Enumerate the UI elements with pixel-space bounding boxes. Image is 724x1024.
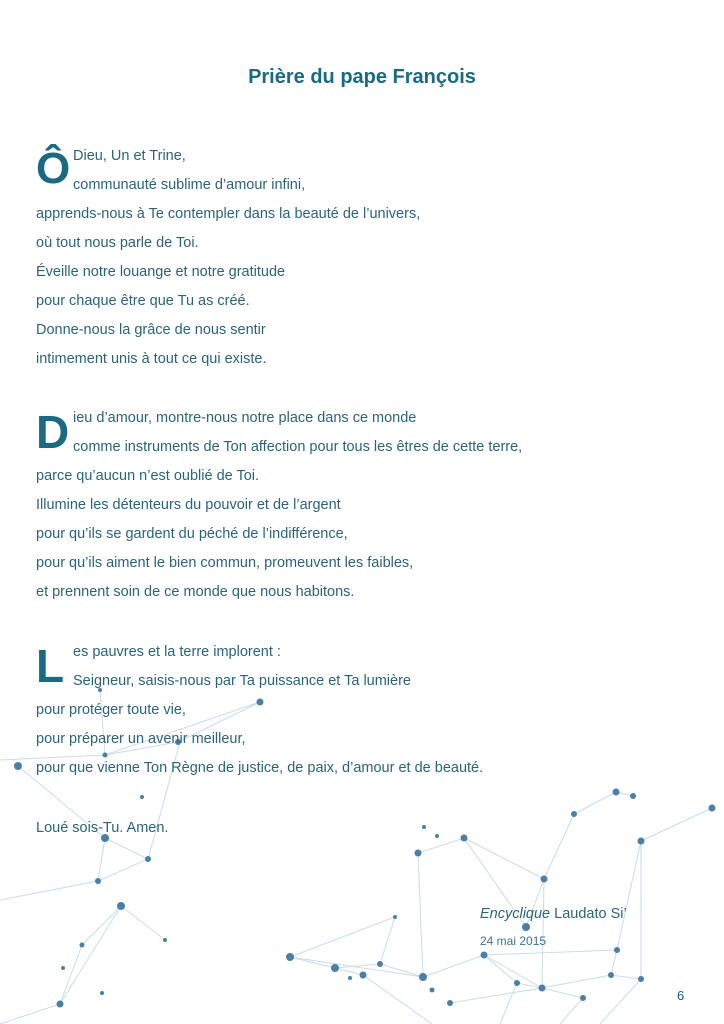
verse-line: apprends-nous à Te contempler dans la beauté de l’univers, [36,206,421,222]
verse-line: et prennent soin de ce monde que nous habitons. [36,584,355,600]
source-date: 24 mai 2015 [480,934,547,948]
verse-line: pour qu’ils aiment le bien commun, promeuvent les faibles, [36,555,414,571]
closing-line: Loué sois-Tu. Amen. [36,820,169,836]
verse-line: pour préparer un avenir meilleur, [36,731,246,747]
verse-line: Dieu, Un et Trine, [73,148,186,164]
verse-line: comme instruments de Ton affection pour tous les êtres de cette terre, [73,439,523,455]
source-label-rest: Laudato Si’ [550,906,627,922]
prayer-stanza-2 [36,404,704,607]
verse-line: Illumine les détenteurs du pouvoir et de l’argent [36,497,341,513]
dropcap: D [36,406,70,458]
page-title: Prière du pape François [248,66,476,88]
page-number: 6 [677,988,685,1003]
verse-line: Seigneur, saisis-nous par Ta puissance et Ta lumière [73,673,411,689]
verse-line: ieu d’amour, montre-nous notre place dans ce monde [73,410,417,426]
verse-line: où tout nous parle de Toi. [36,235,199,251]
source-citation [480,902,627,926]
source-label-italic: Encyclique [480,906,551,922]
verse-line: Éveille notre louange et notre gratitude [36,264,286,280]
verse-line: intimement unis à tout ce qui existe. [36,351,267,367]
verse-line: pour protéger toute vie, [36,702,186,718]
verse-line: pour que vienne Ton Règne de justice, de paix, d’amour et de beauté. [36,760,484,776]
prayer-stanza-1 [36,142,704,374]
verse-line: parce qu’aucun n’est oublié de Toi. [36,468,260,484]
dropcap: L [36,640,65,692]
verse-line: Donne-nous la grâce de nous sentir [36,322,266,338]
verse-line: es pauvres et la terre implorent : [73,644,281,660]
dropcap: Ô [36,144,71,193]
prayer-stanza-3 [36,638,704,783]
verse-line: communauté sublime d’amour infini, [73,177,306,193]
verse-line: pour chaque être que Tu as créé. [36,293,250,309]
verse-line: pour qu’ils se gardent du péché de l’indifférence, [36,526,348,542]
